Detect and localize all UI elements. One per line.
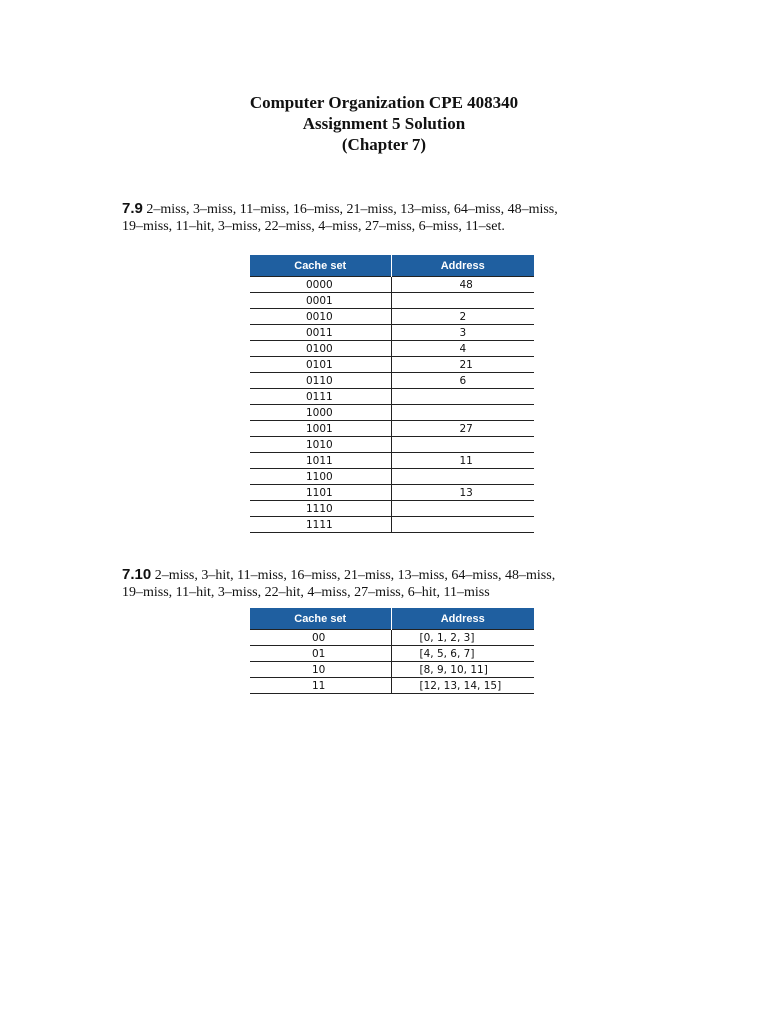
problem-text-line-2: 19–miss, 11–hit, 3–miss, 22–miss, 4–miss, 27–miss, 6–miss, 11–set. [122,219,505,234]
address-cell: 21 [391,357,534,373]
address-cell: [8, 9, 10, 11] [391,662,534,678]
title-line-1: Computer Organization CPE 408340 [249,93,519,112]
table-row [250,421,534,437]
table-row [250,277,534,293]
address-cell: 3 [391,325,534,341]
cache-set-cell: 0111 [250,389,391,405]
cache-set-cell: 11 [250,678,391,694]
cache-set-cell: 0001 [250,293,391,309]
table-row [250,357,534,373]
cache-set-cell: 0101 [250,357,391,373]
cache-set-cell: 1001 [250,421,391,437]
table-body [250,277,534,533]
address-cell: 6 [391,373,534,389]
cache-set-cell: 0011 [250,325,391,341]
table-row [250,389,534,405]
cache-set-cell: 1110 [250,501,391,517]
address-cell: 11 [391,453,534,469]
table-row [250,517,534,533]
address-cell: 2 [391,309,534,325]
column-header-cache-set: Cache set [250,255,391,277]
address-cell [391,437,534,453]
cache-set-cell: 0110 [250,373,391,389]
cache-set-cell: 1100 [250,469,391,485]
problem-text-line-1: 2–miss, 3–hit, 11–miss, 16–miss, 21–miss, 13–miss, 64–miss, 48–miss, [154,568,556,583]
cache-set-cell: 0100 [250,341,391,357]
cache-set-cell: 10 [250,662,391,678]
title-line-2: Assignment 5 Solution [302,114,466,133]
title-line-3: (Chapter 7) [341,135,427,154]
table-row [250,646,534,662]
table-row [250,405,534,421]
cache-table-7-10 [250,608,534,694]
problem-text-line-2: 19–miss, 11–hit, 3–miss, 22–hit, 4–miss, 27–miss, 6–hit, 11–miss [122,585,490,600]
column-header-address: Address [391,255,534,277]
table-row [250,309,534,325]
address-cell: [4, 5, 6, 7] [391,646,534,662]
table-row [250,662,534,678]
table-row [250,501,534,517]
problem-number: 7.10 [122,566,152,583]
table-row [250,485,534,501]
address-cell: [0, 1, 2, 3] [391,630,534,646]
table-body [250,630,534,694]
cache-table-7-9 [250,255,534,533]
address-cell: 13 [391,485,534,501]
problem-text-line-1: 2–miss, 3–miss, 11–miss, 16–miss, 21–miss, 13–miss, 64–miss, 48–miss, [146,202,558,217]
address-cell [391,293,534,309]
cache-set-cell: 1011 [250,453,391,469]
cache-set-cell: 1010 [250,437,391,453]
address-cell: 48 [391,277,534,293]
table-row [250,453,534,469]
address-cell [391,405,534,421]
table-row [250,437,534,453]
table-row [250,630,534,646]
problem-number: 7.9 [122,200,143,217]
table-header-row [250,255,534,277]
address-cell [391,517,534,533]
cache-set-cell: 1000 [250,405,391,421]
table-row [250,293,534,309]
cache-set-cell: 1101 [250,485,391,501]
address-cell: [12, 13, 14, 15] [391,678,534,694]
cache-set-cell: 01 [250,646,391,662]
address-cell [391,469,534,485]
table-row [250,678,534,694]
column-header-cache-set: Cache set [250,608,391,630]
cache-set-cell: 00 [250,630,391,646]
cache-set-cell: 1111 [250,517,391,533]
problem-7-9 [122,200,662,236]
table-row [250,325,534,341]
document-title [0,92,768,155]
address-cell [391,501,534,517]
table-header-row [250,608,534,630]
column-header-address: Address [391,608,534,630]
address-cell: 27 [391,421,534,437]
address-cell: 4 [391,341,534,357]
table-row [250,373,534,389]
table-row [250,341,534,357]
table-row [250,469,534,485]
cache-set-cell: 0010 [250,309,391,325]
address-cell [391,389,534,405]
cache-set-cell: 0000 [250,277,391,293]
problem-7-10 [122,566,662,602]
